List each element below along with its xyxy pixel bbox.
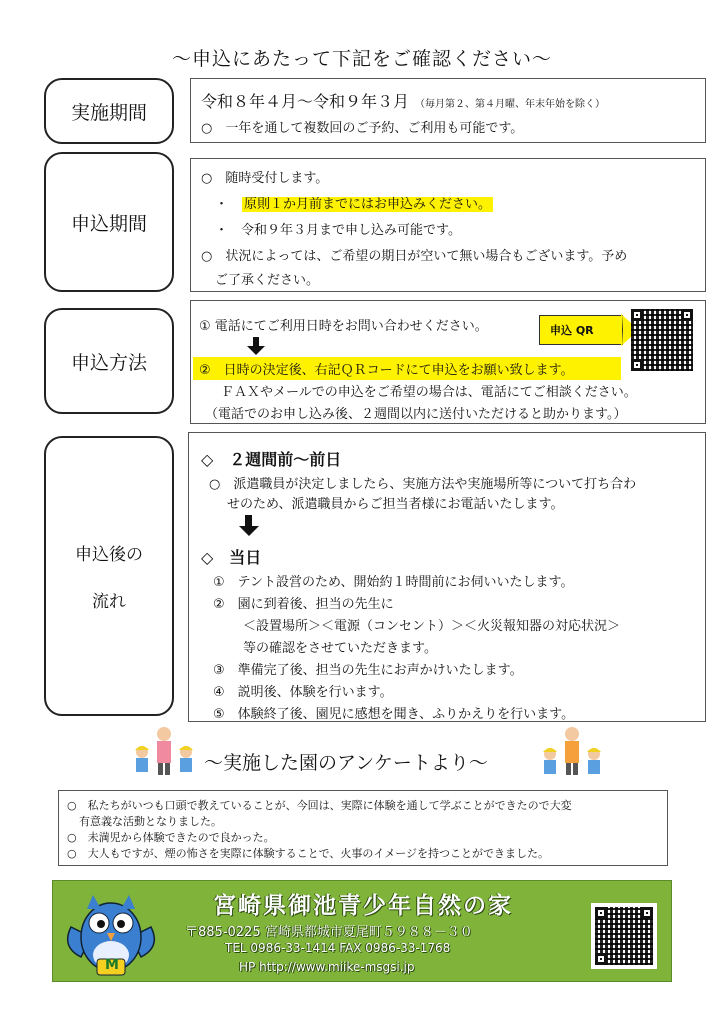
staff-children-illustration-icon <box>536 724 608 780</box>
period-line2: ○ 一年を通して複数回のご予約、ご利用も可能です。 <box>201 121 524 136</box>
page-title: ～申込にあたって下記をご確認ください～ <box>171 48 552 70</box>
flow-step-1: ① テント設営のため、開始約１時間前にお伺いいたします。 <box>213 575 574 590</box>
flow-step-2b: ＜設置場所＞＜電源（コンセント）＞＜火災報知器の対応状況＞ <box>243 619 621 634</box>
flow-heading-2: ◇ 当日 <box>201 548 262 567</box>
flow-step-5: ⑤ 体験終了後、園児に感想を聞き、ふりかえりを行います。 <box>213 707 575 722</box>
flow-heading-1: ◇ ２週間前～前日 <box>201 450 342 469</box>
flow-step-2c: 等の確認をさせていただきます。 <box>243 641 437 656</box>
apply-period-content <box>190 158 706 292</box>
apply-line-2: ・ 原則１か月前までにはお申込みください。 <box>215 197 492 212</box>
period-label: 実施期間 <box>44 78 174 144</box>
survey-title: ～実施した園のアンケートより～ <box>204 752 488 774</box>
survey-item: ○ 私たちがいつも口頭で教えていることが、今回は、実際に体験を通して学ぶことができたので大変 <box>67 799 572 812</box>
mascot-m-badge: M <box>105 957 119 973</box>
apply-line-3: ・ 令和９年３月まで申し込み可能です。 <box>215 223 461 238</box>
method-label: 申込方法 <box>44 308 174 414</box>
apply-line-4: ○ 状況によっては、ご希望の期日が空いて無い場合もございます。予め <box>201 249 628 264</box>
org-name: 宮崎県御池青少年自然の家 <box>213 893 513 919</box>
flow-step-3: ③ 準備完了後、担当の先生にお声かけいたします。 <box>213 663 523 678</box>
method-line-2: ② 日時の決定後、右記ＱＲコードにて申込をお願い致します。 <box>193 357 621 380</box>
period-main: 令和８年４月～令和９年３月 （毎月第２、第４月曜、年末年始を除く） <box>201 92 606 111</box>
owl-mascot-icon <box>61 887 161 977</box>
period-note: （毎月第２、第４月曜、年末年始を除く） <box>415 99 606 110</box>
apply-line-5: ご了承ください。 <box>215 273 320 288</box>
footer-banner <box>52 880 672 982</box>
flow-label: 申込後の 流れ <box>44 436 174 716</box>
qr-arrow-label: 申込 QR <box>539 315 623 345</box>
survey-item: 有意義な活動となりました。 <box>79 815 222 828</box>
org-homepage-link[interactable]: HP http://www.miike-msgsi.jp <box>239 960 415 974</box>
survey-item: ○ 大人もですが、煙の怖さを実際に体験することで、火事のイメージを持つことができました。 <box>67 847 550 860</box>
footer-qr-code-icon[interactable] <box>591 903 657 969</box>
org-tel-fax: TEL 0986-33-1414 FAX 0986-33-1768 <box>225 941 451 955</box>
survey-item: ○ 未満児から体験できたので良かった。 <box>67 831 275 844</box>
period-content <box>190 78 706 143</box>
apply-highlight: 原則１か月前までにはお申込みください。 <box>244 197 492 212</box>
flow-p1b: せのため、派遣職員からご担当者様にお電話いたします。 <box>227 497 564 512</box>
method-content <box>190 300 706 424</box>
apply-period-label: 申込期間 <box>44 152 174 292</box>
flow-step-2: ② 園に到着後、担当の先生に <box>213 597 394 612</box>
method-line-3: ＦＡＸやメールでの申込をご希望の場合は、電話にてご相談ください。 <box>221 385 637 400</box>
survey-box <box>58 790 668 866</box>
flow-step-4: ④ 説明後、体験を行います。 <box>213 685 393 700</box>
flow-p1a: ○ 派遣職員が決定しましたら、実施方法や実施場所等について打ち合わ <box>209 477 637 492</box>
org-address: 〒885-0225 宮崎県都城市夏尾町５９８８－３０ <box>185 925 473 940</box>
method-line-4: （電話でのお申し込み後、２週間以内に送付いただけると助かります。） <box>205 407 627 422</box>
apply-line-1: ○ 随時受付します。 <box>201 171 329 186</box>
method-line-1: ① 電話にてご利用日時をお問い合わせください。 <box>199 319 488 334</box>
children-illustration-icon <box>128 724 200 780</box>
application-qr-code-icon[interactable] <box>631 309 693 371</box>
flow-content <box>188 432 706 722</box>
